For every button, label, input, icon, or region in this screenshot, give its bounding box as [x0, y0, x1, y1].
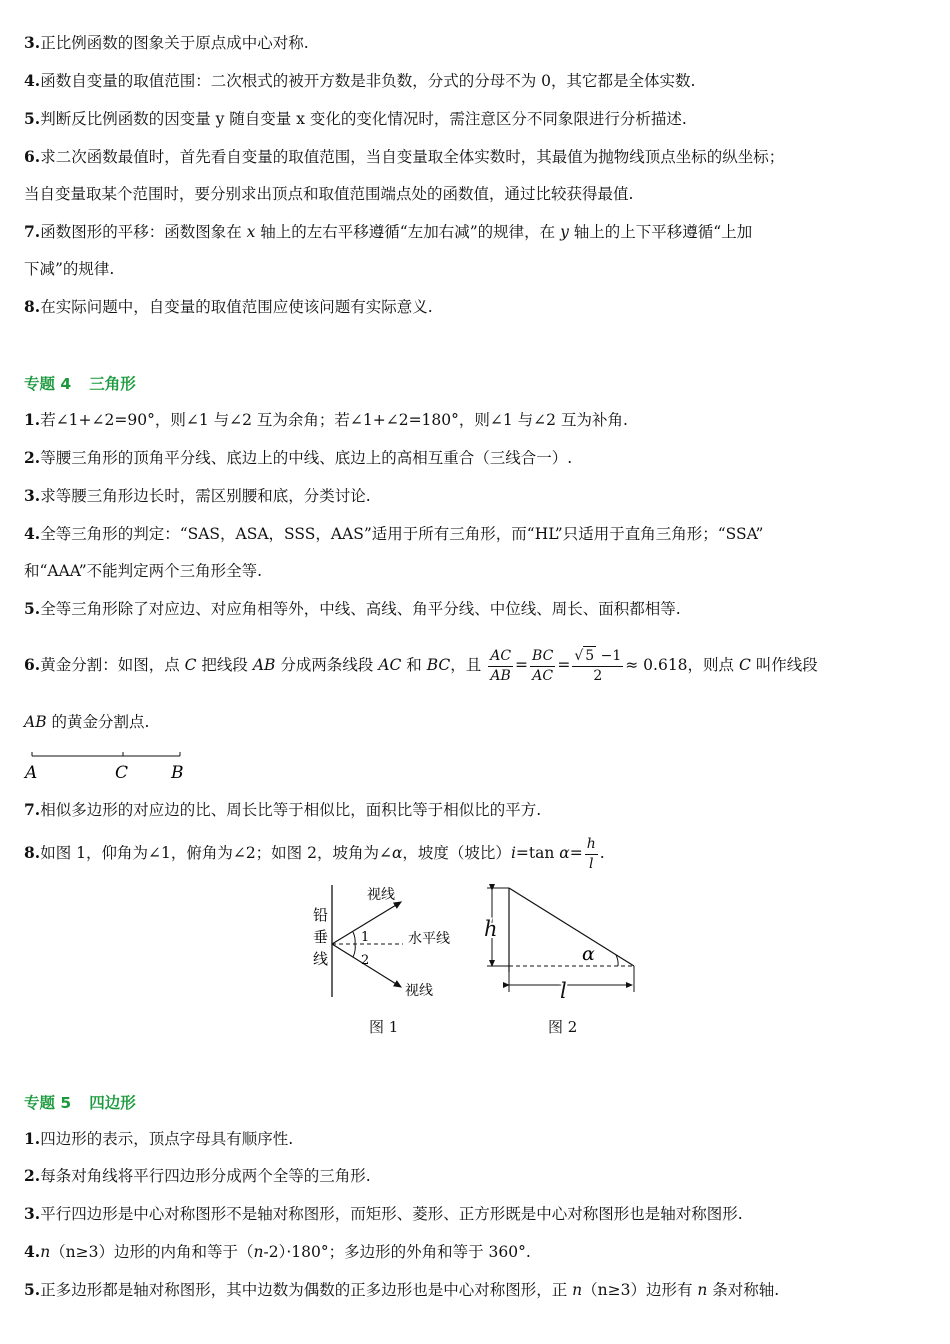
angle-2-label: 2 [361, 953, 370, 968]
s4-item-2: 2.等腰三角形的顶角平分线、底边上的中线、底边上的高相互重合（三线合一）. [24, 448, 573, 467]
s3-item-5: 5.判断反比例函数的因变量 y 随自变量 x 变化的变化情况时，需注意区分不同象限进行分析描述. [24, 109, 687, 128]
fraction-golden: $\frac{√ 5 -1}{2}$ [574, 648, 622, 684]
s4-item-4-cont: 和“AAA”不能判定两个三角形全等. [24, 562, 263, 580]
s5-item-4: 4.n（n≥3）边形的内角和等于（n-2）·180°；多边形的外角和等于 360°. [24, 1242, 531, 1261]
point-a-label: A [25, 763, 38, 783]
angle-1-label: 1 [361, 930, 370, 945]
length-l-label: l [560, 979, 567, 1002]
s3-item-6-cont: 当自变量取某个范围时，要分别求出顶点和取值范围端点处的函数值，通过比较获得最值. [24, 185, 634, 203]
s5-item-1: 1.四边形的表示，顶点字母具有顺序性. [24, 1129, 294, 1148]
s4-item-1: 1.若∠1+∠2=90°，则∠1 与∠2 互为余角；若∠1+∠2=180°，则∠1 与∠2 互为补角. [24, 410, 628, 429]
figure-1-caption: 图 1 [369, 1018, 399, 1036]
horizontal-line-label: 水平线 [408, 931, 450, 947]
vertical-line-char-1: 铅 [313, 906, 329, 924]
s3-item-3: 3.正比例函数的图象关于原点成中心对称. [24, 33, 309, 52]
s4-item-4: 4.全等三角形的判定：“SAS，ASA，SSS，AAS”适用于所有三角形，而“HL”只适用于直角三角形；“SSA” [24, 524, 764, 543]
s3-item-6: 6.求二次函数最值时，首先看自变量的取值范围，当自变量取全体实数时，其最值为抛物线顶点坐标的纵坐标； [24, 147, 785, 166]
s4-item-6-cont: AB 的黄金分割点. [24, 713, 150, 731]
s4-item-3: 3.求等腰三角形边长时，需区别腰和底，分类讨论. [24, 486, 371, 505]
figure-2-caption: 图 2 [548, 1018, 578, 1036]
fraction-ac-ab: $\frac{AC}{AB}$ [490, 647, 512, 684]
s5-item-5: 5.正多边形都是轴对称图形，其中边数为偶数的正多边形也是中心对称图形，正 n（n≥3）边形有 n 条对称轴. [24, 1280, 780, 1299]
section-4-heading: 专题 4 三角形 [24, 375, 136, 393]
s4-item-6: 6.黄金分割：如图，点 C 把线段 AB 分成两条线段 AC 和 BC，且 $\frac{AC}{AB}$ = $\frac{BC}{AC}$ = $\frac{√ 5 -1}{2}$ ≈ 0.618，则点 C 叫作线段 [24, 647, 818, 684]
slope-angle-label: α [582, 943, 595, 965]
section-5-heading: 专题 5 四边形 [24, 1094, 136, 1112]
s4-item-8: 8.如图 1，仰角为∠1，俯角为∠2；如图 2，坡角为∠α，坡度（坡比）i=tan α= $\frac{h}{l}$ . [24, 835, 605, 872]
figure-1-diagram [305, 880, 465, 1005]
s3-item-4: 4.函数自变量的取值范围：二次根式的被开方数是非负数，分式的分母不为 0，其它都是全体实数. [24, 71, 696, 90]
point-c-label: C [115, 763, 129, 783]
golden-section-segment [22, 746, 192, 786]
vertical-line-char-2: 垂 [313, 928, 329, 946]
sight-line-top-label: 视线 [367, 887, 395, 903]
s3-item-7: 7.函数图形的平移：函数图象在 x 轴上的左右平移遵循“左加右减”的规律，在 y 轴上的上下平移遵循“上加 [24, 222, 753, 241]
sight-line-bottom-label: 视线 [405, 983, 433, 999]
s5-item-2: 2.每条对角线将平行四边形分成两个全等的三角形. [24, 1166, 371, 1185]
s4-item-7: 7.相似多边形的对应边的比、周长比等于相似比，面积比等于相似比的平方. [24, 800, 542, 819]
figure-2-diagram [478, 880, 648, 1002]
point-b-label: B [171, 763, 184, 783]
s3-item-8: 8.在实际问题中，自变量的取值范围应使该问题有实际意义. [24, 297, 433, 316]
s4-item-5: 5.全等三角形除了对应边、对应角相等外，中线、高线、角平分线、中位线、周长、面积都相等. [24, 599, 681, 618]
fraction-h-l: $\frac{h}{l}$ [586, 835, 596, 872]
vertical-line-char-3: 线 [313, 950, 329, 968]
fraction-bc-ac: $\frac{BC}{AC}$ [532, 647, 554, 684]
s3-item-7-cont: 下减”的规律. [24, 260, 115, 278]
s5-item-3: 3.平行四边形是中心对称图形不是轴对称图形，而矩形、菱形、正方形既是中心对称图形也是轴对称图形. [24, 1204, 743, 1223]
height-h-label: h [484, 917, 498, 941]
